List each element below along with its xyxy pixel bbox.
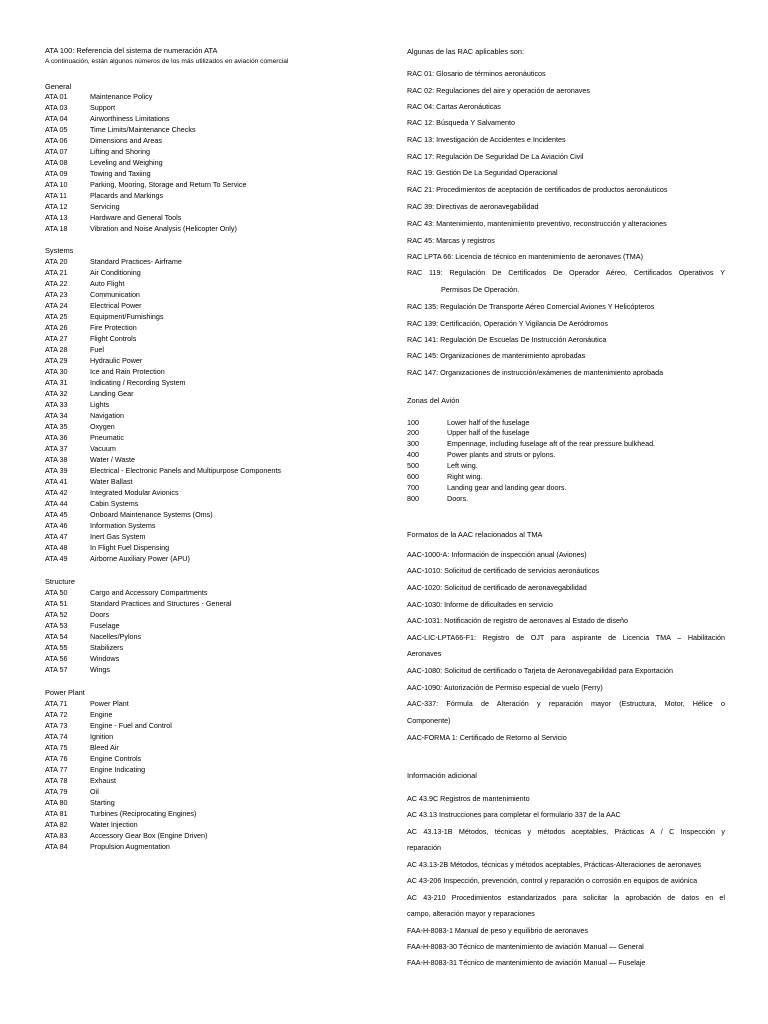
ata-desc: Maintenance Policy [90, 92, 153, 101]
zona-code: 700 [407, 483, 419, 492]
ata-desc: Water Injection [90, 820, 138, 829]
ata-desc: Communication [90, 290, 140, 299]
section-heading-general: General [45, 82, 72, 91]
ata-code: ATA 13 [45, 213, 68, 222]
ata-code: ATA 36 [45, 433, 68, 442]
ata-desc: Water Ballast [90, 477, 133, 486]
ata-desc: Doors [90, 610, 110, 619]
info-item: AC 43-210 Procedimientos estandarizados para solicitar la aprobación de datos en el [407, 893, 725, 902]
formato-item: AAC-1090: Autorización de Permiso especial de vuelo (Ferry) [407, 683, 603, 692]
rac-item: RAC 19: Gestión De La Seguridad Operacional [407, 168, 558, 177]
ata-code: ATA 09 [45, 169, 68, 178]
rac-item-continuation: Permisos De Operación. [441, 285, 520, 294]
zona-desc: Power plants and struts or pylons. [447, 450, 556, 459]
ata-desc: Stabilizers [90, 643, 124, 652]
ata-code: ATA 52 [45, 610, 68, 619]
rac-item: RAC 01: Glosario de términos aeronáuticos [407, 69, 546, 78]
ata-desc: Cargo and Accessory Compartments [90, 588, 208, 597]
ata-desc: Wings [90, 665, 110, 674]
formato-item: AAC-1000-A: Información de inspección anual (Aviones) [407, 550, 587, 559]
ata-code: ATA 27 [45, 334, 68, 343]
zonas-heading: Zonas del Avión [407, 396, 460, 405]
ata-code: ATA 53 [45, 621, 68, 630]
ata-code: ATA 83 [45, 831, 68, 840]
ata-code: ATA 73 [45, 721, 68, 730]
ata-desc: Servicing [90, 202, 120, 211]
ata-code: ATA 46 [45, 521, 68, 530]
ata-desc: Engine Indicating [90, 765, 146, 774]
ata-code: ATA 78 [45, 776, 68, 785]
rac-item: RAC 43: Mantenimiento, mantenimiento preventivo, reconstrucción y alteraciones [407, 219, 667, 228]
ata-desc: Hardware and General Tools [90, 213, 182, 222]
section-heading-systems: Systems [45, 246, 74, 255]
ata-code: ATA 29 [45, 356, 68, 365]
ata-desc: Exhaust [90, 776, 116, 785]
ata-code: ATA 74 [45, 732, 68, 741]
rac-item: RAC 04: Cartas Aeronáuticas [407, 102, 501, 111]
ata-code: ATA 26 [45, 323, 68, 332]
ata-code: ATA 01 [45, 92, 68, 101]
zona-desc: Right wing. [447, 472, 483, 481]
ata-code: ATA 79 [45, 787, 68, 796]
ata-desc: Electrical Power [90, 301, 142, 310]
formato-item: AAC-1030: Informe de dificultades en servicio [407, 600, 553, 609]
ata-code: ATA 56 [45, 654, 68, 663]
info-item: FAA-H-8083-31 Técnico de mantenimiento de aviación Manual — Fuselaje [407, 958, 646, 967]
ata-code: ATA 37 [45, 444, 68, 453]
ata-desc: Engine [90, 710, 113, 719]
ata-code: ATA 49 [45, 554, 68, 563]
zona-code: 300 [407, 439, 419, 448]
ata-title: ATA 100: Referencia del sistema de numeración ATA [45, 46, 218, 55]
rac-item: RAC 45: Marcas y registros [407, 236, 495, 245]
ata-code: ATA 80 [45, 798, 68, 807]
ata-desc: Equipment/Furnishings [90, 312, 164, 321]
ata-code: ATA 51 [45, 599, 68, 608]
ata-desc: Placards and Markings [90, 191, 164, 200]
ata-code: ATA 77 [45, 765, 68, 774]
ata-code: ATA 82 [45, 820, 68, 829]
rac-heading: Algunas de las RAC aplicables son: [407, 47, 525, 56]
ata-desc: Parking, Mooring, Storage and Return To Service [90, 180, 247, 189]
zona-code: 400 [407, 450, 419, 459]
ata-desc: Standard Practices and Structures - General [90, 599, 232, 608]
formato-item: AAC-1020: Solicitud de certificado de aeronavegabilidad [407, 583, 587, 592]
ata-code: ATA 20 [45, 257, 68, 266]
ata-code: ATA 54 [45, 632, 68, 641]
zona-code: 200 [407, 428, 419, 437]
ata-code: ATA 57 [45, 665, 68, 674]
ata-code: ATA 48 [45, 543, 68, 552]
ata-desc: Information Systems [90, 521, 156, 530]
ata-desc: Flight Controls [90, 334, 137, 343]
zona-desc: Upper half of the fuselage [447, 428, 530, 437]
ata-code: ATA 08 [45, 158, 68, 167]
info-item: AC 43.13-2B Métodos, técnicas y métodos aceptables, Prácticas-Alteraciones de aeronaves [407, 860, 702, 869]
ata-code: ATA 03 [45, 103, 68, 112]
ata-desc: Auto Flight [90, 279, 125, 288]
ata-code: ATA 10 [45, 180, 68, 189]
info-item-continuation: reparación [407, 843, 441, 852]
ata-code: ATA 12 [45, 202, 68, 211]
rac-item: RAC 39: Directivas de aeronavegabilidad [407, 202, 539, 211]
ata-code: ATA 05 [45, 125, 68, 134]
ata-code: ATA 06 [45, 136, 68, 145]
rac-item: RAC 02: Regulaciones del aire y operación de aeronaves [407, 86, 590, 95]
ata-desc: Towing and Taxiing [90, 169, 151, 178]
rac-item: RAC 13: Investigación de Accidentes e Incidentes [407, 135, 566, 144]
ata-desc: Pneumatic [90, 433, 124, 442]
ata-code: ATA 35 [45, 422, 68, 431]
ata-code: ATA 22 [45, 279, 68, 288]
ata-desc: Leveling and Weighing [90, 158, 163, 167]
info-heading: Información adicional [407, 771, 477, 780]
ata-code: ATA 30 [45, 367, 68, 376]
ata-desc: Windows [90, 654, 120, 663]
ata-desc: Integrated Modular Avionics [90, 488, 179, 497]
ata-code: ATA 55 [45, 643, 68, 652]
formato-item: AAC-FORMA 1: Certificado de Retorno al Servicio [407, 733, 567, 742]
ata-desc: Water / Waste [90, 455, 135, 464]
ata-code: ATA 23 [45, 290, 68, 299]
ata-desc: Bleed Air [90, 743, 119, 752]
ata-desc: Airborne Auxiliary Power (APU) [90, 554, 190, 563]
ata-code: ATA 76 [45, 754, 68, 763]
ata-desc: Landing Gear [90, 389, 134, 398]
ata-desc: Propulsion Augmentation [90, 842, 170, 851]
rac-item: RAC 145: Organizaciones de mantenimiento aprobadas [407, 351, 586, 360]
section-heading-structure: Structure [45, 577, 75, 586]
rac-item: RAC 21: Procedimientos de aceptación de certificados de productos aeronáuticos [407, 185, 668, 194]
ata-desc: Oxygen [90, 422, 115, 431]
ata-desc: Ice and Rain Protection [90, 367, 165, 376]
rac-item: RAC 12: Búsqueda Y Salvamento [407, 118, 516, 127]
ata-desc: Vacuum [90, 444, 116, 453]
ata-desc: Engine - Fuel and Control [90, 721, 172, 730]
ata-desc: Hydraulic Power [90, 356, 143, 365]
ata-desc: Navigation [90, 411, 124, 420]
zona-desc: Left wing. [447, 461, 478, 470]
rac-item: RAC 139: Certificación, Operación Y Vigilancia De Aeródromos [407, 319, 608, 328]
rac-item: RAC 119: Regulación De Certificados De Operador Aéreo, Certificados Operativos Y [407, 268, 725, 277]
info-item: AC 43.13 Instrucciones para completar el formulario 337 de la AAC [407, 810, 621, 819]
section-heading-power-plant: Power Plant [45, 688, 85, 697]
info-item: FAA-H-8083-1 Manual de peso y equilibrio de aeronaves [407, 926, 588, 935]
zona-desc: Lower half of the fuselage [447, 418, 530, 427]
ata-desc: Fire Protection [90, 323, 137, 332]
zona-desc: Doors. [447, 494, 469, 503]
ata-code: ATA 25 [45, 312, 68, 321]
ata-code: ATA 04 [45, 114, 68, 123]
zona-desc: Landing gear and landing gear doors. [447, 483, 567, 492]
ata-desc: Inert Gas System [90, 532, 146, 541]
formato-item-continuation: Componente) [407, 716, 451, 725]
formato-item: AAC-1010: Solicitud de certificado de servicios aeronáuticos [407, 566, 600, 575]
ata-desc: Starting [90, 798, 115, 807]
zona-desc: Empennage, including fuselage aft of the rear pressure bulkhead. [447, 439, 656, 448]
formato-item: AAC-337: Fórmula de Alteración y reparación mayor (Estructura, Motor, Hélice o [407, 699, 725, 708]
ata-code: ATA 33 [45, 400, 68, 409]
ata-code: ATA 50 [45, 588, 68, 597]
formato-item: AAC-1031: Notificación de registro de aeronaves al Estado de diseño [407, 616, 628, 625]
ata-desc: Ignition [90, 732, 114, 741]
formatos-heading: Formatos de la AAC relacionados al TMA [407, 530, 543, 539]
ata-code: ATA 41 [45, 477, 68, 486]
ata-desc: Engine Controls [90, 754, 142, 763]
formato-item: AAC-LIC-LPTA66-F1: Registro de OJT para aspirante de Licencia TMA – Habilitación [407, 633, 725, 642]
ata-desc: Dimensions and Areas [90, 136, 162, 145]
ata-desc: Fuel [90, 345, 104, 354]
ata-desc: Standard Practices- Airframe [90, 257, 182, 266]
rac-item: RAC 17: Regulación De Seguridad De La Aviación Civil [407, 152, 584, 161]
ata-code: ATA 72 [45, 710, 68, 719]
info-item: AC 43-206 Inspección, prevención, control y reparación o corrosión en equipos de aviónica [407, 876, 698, 885]
ata-code: ATA 71 [45, 699, 68, 708]
ata-code: ATA 44 [45, 499, 68, 508]
ata-desc: Support [90, 103, 116, 112]
ata-code: ATA 81 [45, 809, 68, 818]
ata-code: ATA 18 [45, 224, 68, 233]
ata-code: ATA 75 [45, 743, 68, 752]
ata-desc: Nacelles/Pylons [90, 632, 142, 641]
ata-subtitle: A continuación, están algunos números de los más utilizados en aviación comercial [45, 58, 289, 65]
ata-code: ATA 07 [45, 147, 68, 156]
ata-code: ATA 39 [45, 466, 68, 475]
rac-item: RAC LPTA 66: Licencia de técnico en mantenimiento de aeronaves (TMA) [407, 252, 643, 261]
info-item: FAA-H-8083-30 Técnico de mantenimiento de aviación Manual — General [407, 942, 644, 951]
ata-desc: Lights [90, 400, 110, 409]
info-item-continuation: campo, alteración mayor y reparaciones [407, 909, 535, 918]
ata-desc: Airworthiness Limitations [90, 114, 170, 123]
ata-desc: Onboard Maintenance Systems (Oms) [90, 510, 213, 519]
ata-desc: Power Plant [90, 699, 129, 708]
ata-desc: Indicating / Recording System [90, 378, 186, 387]
ata-desc: Oil [90, 787, 99, 796]
formato-item: AAC-1080: Solicitud de certificado o Tarjeta de Aeronavegabilidad para Exportación [407, 666, 673, 675]
ata-code: ATA 47 [45, 532, 68, 541]
ata-desc: In Flight Fuel Dispensing [90, 543, 170, 552]
zona-code: 100 [407, 418, 419, 427]
info-item: AC 43.13-1B Métodos, técnicas y métodos aceptables, Prácticas A / C Inspección y [407, 827, 725, 836]
rac-item: RAC 141: Regulación De Escuelas De Instrucción Aeronáutica [407, 335, 607, 344]
ata-code: ATA 28 [45, 345, 68, 354]
ata-code: ATA 34 [45, 411, 68, 420]
ata-code: ATA 21 [45, 268, 68, 277]
zona-code: 600 [407, 472, 419, 481]
ata-code: ATA 84 [45, 842, 68, 851]
ata-code: ATA 45 [45, 510, 68, 519]
ata-code: ATA 38 [45, 455, 68, 464]
ata-desc: Lifting and Shoring [90, 147, 150, 156]
ata-desc: Cabin Systems [90, 499, 139, 508]
zona-code: 800 [407, 494, 419, 503]
ata-code: ATA 31 [45, 378, 68, 387]
ata-desc: Air Conditioning [90, 268, 141, 277]
ata-desc: Turbines (Reciprocating Engines) [90, 809, 197, 818]
info-item: AC 43.9C Registros de mantenimiento [407, 794, 530, 803]
ata-desc: Fuselage [90, 621, 120, 630]
ata-desc: Time Limits/Maintenance Checks [90, 125, 196, 134]
ata-code: ATA 32 [45, 389, 68, 398]
formato-item-continuation: Aeronaves [407, 649, 442, 658]
ata-code: ATA 11 [45, 191, 67, 200]
rac-item: RAC 135: Regulación De Transporte Aéreo Comercial Aviones Y Helicópteros [407, 302, 655, 311]
ata-code: ATA 24 [45, 301, 68, 310]
ata-desc: Accessory Gear Box (Engine Driven) [90, 831, 208, 840]
ata-desc: Vibration and Noise Analysis (Helicopter Only) [90, 224, 237, 233]
zona-code: 500 [407, 461, 419, 470]
ata-code: ATA 42 [45, 488, 68, 497]
ata-desc: Electrical - Electronic Panels and Multipurpose Components [90, 466, 281, 475]
rac-item: RAC 147: Organizaciones de instrucción/exámenes de mantenimiento aprobada [407, 368, 664, 377]
